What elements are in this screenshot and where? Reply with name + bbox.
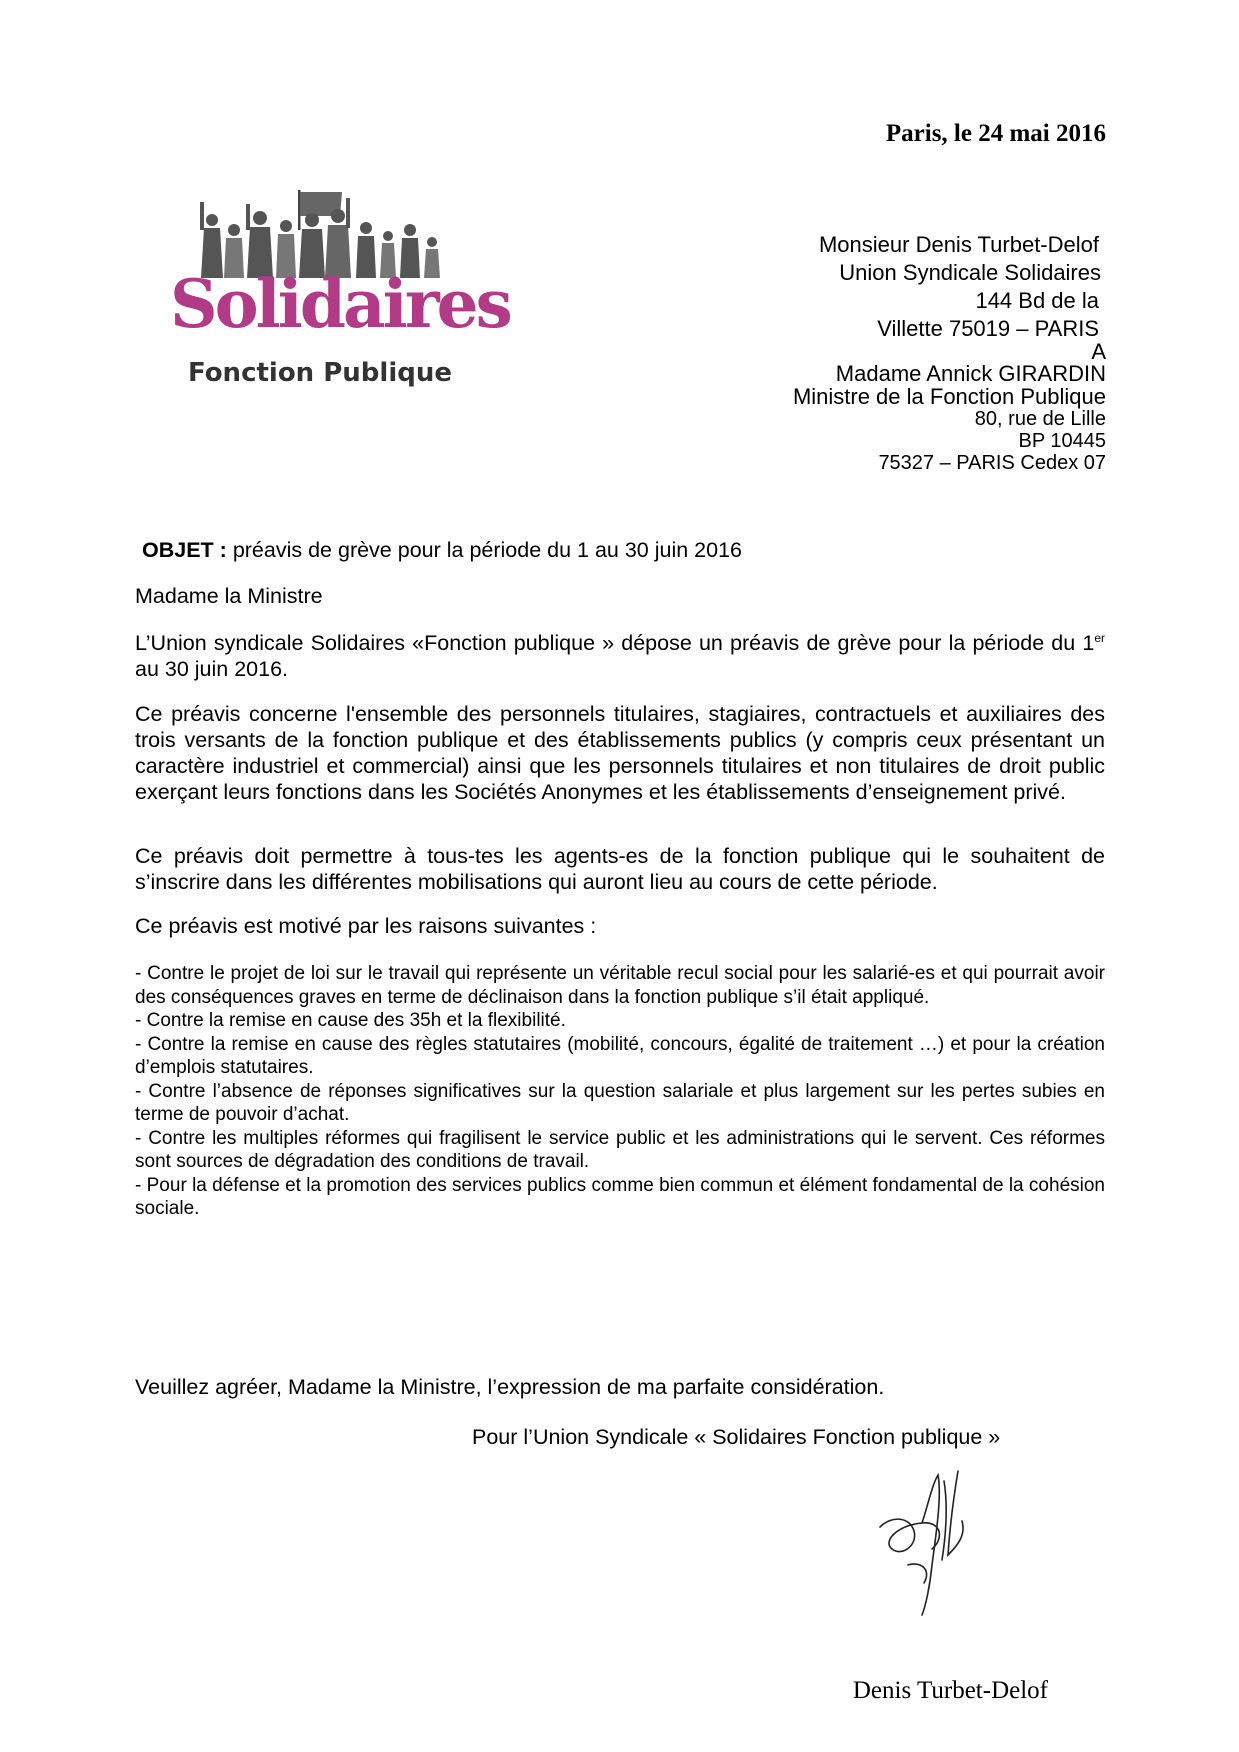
intro-text: L’Union syndicale Solidaires «Fonction publique » dépose un préavis de grève pour la période du 1: [135, 631, 1095, 655]
solidaires-logo: [170, 190, 510, 400]
closing-formula: Veuillez agréer, Madame la Ministre, l’expression de ma parfaite considération.: [135, 1375, 885, 1399]
list-item: - Contre le projet de loi sur le travail qui représente un véritable recul social pour les salarié-es et qui pourrait avoir des conséquences graves en terme de déclinaison dans la fonction publique s’il était appliqué.: [135, 963, 1105, 1008]
scope-paragraph: Ce préavis concerne l'ensemble des personnels titulaires, stagiaires, contractuels et auxiliaires des trois versants de la fonction publique et des établissements publics (y compris ceux présentant un caractère industriel et commercial) ainsi que les personnels titulaires et non titulaires de droit public exerçant leurs fonctions dans les Sociétés Anonymes et les établissements d’enseignement privé.: [135, 702, 1105, 804]
logo-subtitle: Fonction Publique: [187, 358, 452, 388]
list-item: - Contre les multiples réformes qui fragilisent le service public et les administrations qui le servent. Ces réformes sont sources de dégradation des conditions de travail.: [135, 1127, 1105, 1172]
purpose-paragraph: Ce préavis doit permettre à tous-tes les agents-es de la fonction publique qui le souhaitent de s’inscrire dans les différentes mobilisations qui auront lieu au cours de cette période.: [135, 844, 1105, 894]
list-item: - Contre l’absence de réponses significatives sur la question salariale et plus largement sur les pertes subies en terme de pouvoir d’achat.: [135, 1080, 1105, 1125]
recipient-line: Madame Annick GIRARDIN: [835, 361, 1106, 386]
subject-line: [142, 537, 1112, 563]
sender-line: Monsieur Denis Turbet-Delof: [818, 232, 1099, 257]
recipient-line: 75327 – PARIS Cedex 07: [878, 452, 1106, 474]
salutation: Madame la Ministre: [135, 584, 323, 608]
sender-line: Villette 75019 – PARIS: [877, 316, 1099, 341]
letter-date: Paris, le 24 mai 2016: [885, 120, 1106, 147]
intro-superscript: er: [1094, 630, 1105, 645]
signatory-name: Denis Turbet-Delof: [852, 1677, 1048, 1704]
sender-line: 144 Bd de la: [975, 288, 1099, 313]
intro-paragraph: [135, 630, 1105, 682]
subject-text: préavis de grève pour la période du 1 au 30 juin 2016: [232, 538, 743, 562]
subject-label: OBJET :: [142, 538, 227, 562]
handwritten-signature: [862, 1465, 992, 1625]
list-item: - Contre la remise en cause des 35h et la flexibilité.: [135, 1010, 566, 1031]
recipient-line: BP 10445: [1018, 430, 1106, 452]
list-item: - Pour la défense et la promotion des services publics comme bien commun et élément fondamental de la cohésion sociale.: [135, 1174, 1105, 1219]
sender-line: Union Syndicale Solidaires: [839, 260, 1101, 285]
reasons-list: [135, 962, 1105, 1221]
logo-wordmark: Solidaires: [170, 265, 510, 343]
recipient-line: Ministre de la Fonction Publique: [792, 384, 1106, 409]
to-marker: A: [1091, 339, 1106, 364]
reasons-intro: Ce préavis est motivé par les raisons suivantes :: [135, 914, 597, 938]
signature-for: Pour l’Union Syndicale « Solidaires Fonction publique »: [472, 1425, 1001, 1449]
list-item: - Contre la remise en cause des règles statutaires (mobilité, concours, égalité de traitement …) et pour la création d’emplois statutaires.: [135, 1033, 1105, 1078]
recipient-line: 80, rue de Lille: [974, 408, 1106, 430]
intro-text-end: au 30 juin 2016.: [135, 657, 289, 681]
